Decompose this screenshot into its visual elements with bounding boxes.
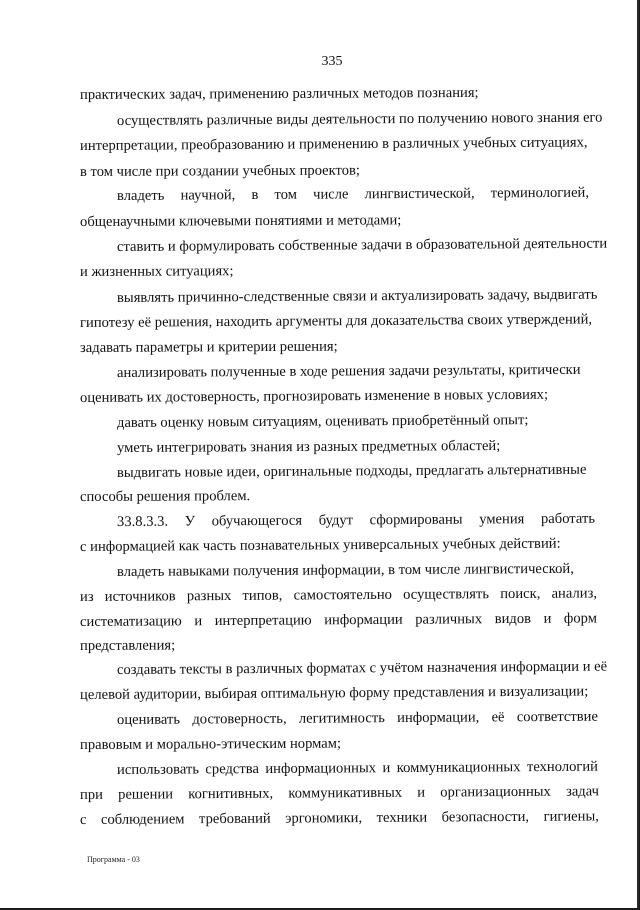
text-line: уметь интегрировать знания из разных предметных областей; [116, 437, 501, 456]
word: и [417, 784, 426, 801]
text-line: задавать параметры и критерии решения; [79, 338, 338, 356]
word: достоверность, [192, 710, 287, 728]
text-line-justified [80, 782, 599, 804]
word: из [79, 588, 94, 605]
text-line: анализировать полученные в ходе решения задачи результаты, критически [116, 361, 581, 381]
word: информации [324, 611, 403, 629]
text-line: выявлять причинно-следственные связи и актуализировать задачу, выдвигать [116, 286, 598, 306]
text-line: представления; [79, 637, 176, 654]
word: легитимность [298, 710, 385, 727]
word: оценивать [116, 711, 181, 728]
word: 33.8.3.3. [116, 513, 169, 530]
text-line: и жизненных ситуациях; [79, 263, 234, 280]
word: видов [494, 610, 532, 628]
word: эргономики, [285, 810, 363, 827]
word: в [251, 187, 259, 204]
text-line: гипотезу её решения, находить аргументы для доказательства своих утверждений, [79, 311, 593, 331]
text-line-justified [80, 609, 597, 631]
word: разных [186, 587, 232, 605]
text-line: целевой аудитории, выбирая оптимальную форму представления и визуализации; [79, 683, 589, 703]
word: её [491, 709, 505, 726]
word: обучающегося [211, 512, 303, 530]
word: коммуникационных [396, 759, 521, 777]
word: информации, [397, 709, 480, 727]
word: источников [104, 588, 176, 605]
word: будут [318, 512, 354, 529]
word: использовать [116, 761, 200, 778]
word: соблюдением [100, 811, 185, 828]
text-line: с информацией как часть познавательных универсальных учебных действий: [79, 535, 561, 555]
word: и [543, 610, 552, 627]
text-line-justified [117, 758, 598, 779]
word: коммуникативных [288, 784, 403, 802]
word: числе [313, 186, 349, 203]
text-line: ставить и формулировать собственные задачи в образовательной деятельности [116, 235, 608, 255]
text-line-justified [117, 708, 598, 729]
text-line-justified [80, 584, 597, 606]
word: при [79, 786, 103, 803]
text-line-justified [117, 510, 595, 531]
word: том [274, 186, 297, 203]
word: и [382, 760, 391, 777]
text-line: давать оценку новым ситуациям, оценивать приобретённый опыт; [116, 412, 529, 431]
word: гигиены, [543, 808, 599, 825]
word: когнитивных, [188, 785, 274, 803]
word: лингвистической, [364, 185, 475, 203]
text-line-justified [80, 807, 599, 829]
page-number: 335 [321, 54, 343, 69]
word: информационных [265, 760, 377, 777]
text-line: интерпретации, преобразованию и применению в различных учебных ситуациях, [79, 134, 588, 154]
word: форм [563, 610, 598, 627]
word: осуществлять [403, 586, 490, 603]
word: решении [118, 786, 174, 803]
word: организационных [440, 783, 551, 801]
text-line-justified [117, 184, 589, 205]
text-line: осуществлять различные виды деятельности по получению нового знания его [116, 109, 603, 129]
word: сформированы [369, 511, 463, 529]
word: У [184, 513, 196, 530]
word: систематизацию [79, 613, 182, 630]
word: задач [565, 783, 599, 800]
word: различных [415, 611, 483, 628]
text-line: выдвигать новые идеи, оригинальные подходы, предлагать альтернативные [116, 461, 587, 481]
text-line: владеть навыками получения информации, в том числе лингвистической, [116, 560, 574, 580]
word: терминологией, [490, 184, 590, 202]
text-line: оценивать их достоверность, прогнозировать изменение в новых условиях; [79, 386, 549, 406]
text-line: создавать тексты в различных форматах с учётом назначения информации и её [116, 658, 608, 678]
text-line: правовым и морально-этическим нормам; [79, 735, 342, 753]
word: научной, [180, 187, 236, 204]
word: средства [205, 761, 259, 778]
word: типов, [242, 587, 283, 604]
text-line: практических задач, применению различных методов познания; [79, 84, 479, 103]
word: владеть [116, 187, 165, 204]
word: поиск, [500, 585, 541, 603]
word: с [79, 811, 87, 828]
word: технологий [526, 758, 599, 776]
word: самостоятельно [293, 586, 392, 604]
word: и [194, 613, 203, 630]
text-line: в том числе при создании учебных проектов; [79, 162, 361, 180]
word: безопасности, [441, 808, 530, 826]
word: умения [479, 511, 525, 528]
text-line: способы решения проблем. [79, 488, 251, 505]
word: соответствие [516, 708, 598, 726]
word: требований [198, 810, 271, 828]
footer-text: Программа - 03 [87, 855, 140, 864]
word: техники [376, 809, 428, 826]
word: анализ, [551, 585, 598, 602]
word: работать [540, 510, 596, 528]
text-line: общенаучными ключевыми понятиями и методами; [79, 212, 402, 230]
word: интерпретацию [214, 612, 312, 630]
